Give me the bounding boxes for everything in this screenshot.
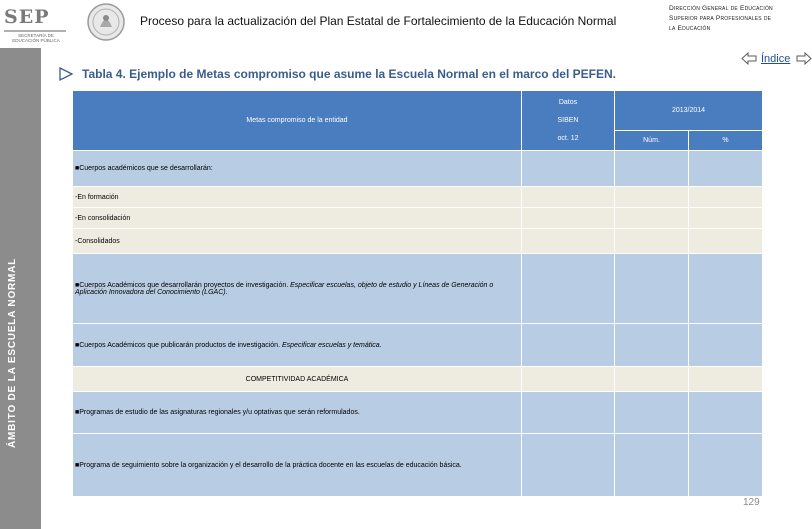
- cell-num[interactable]: [615, 367, 689, 392]
- cell-num[interactable]: [615, 208, 689, 229]
- table-row: [73, 151, 763, 187]
- cell-num[interactable]: [615, 392, 689, 434]
- page-header: [0, 0, 812, 48]
- index-link[interactable]: Índice: [761, 53, 791, 65]
- table-row: [73, 392, 763, 434]
- caption-text: Tabla 4. Ejemplo de Metas compromiso que asume la Escuela Normal en el marco del PEFEN.: [82, 67, 616, 81]
- directorate-name: [669, 4, 809, 34]
- cell-pct[interactable]: [689, 208, 763, 229]
- section-title: COMPETITIVIDAD ACADÉMICA: [73, 367, 522, 392]
- caption-triangle-icon: [58, 66, 74, 82]
- sep-logo-sub-line2: EDUCACIÓN PÚBLICA: [12, 38, 60, 43]
- header-period: 2013/2014: [615, 91, 763, 131]
- header-num: Núm.: [615, 131, 689, 151]
- table-row: [73, 208, 763, 229]
- cell-datos[interactable]: [522, 254, 615, 324]
- row-label: [73, 254, 522, 324]
- arrow-left-icon[interactable]: [741, 52, 757, 65]
- cell-num[interactable]: [615, 434, 689, 497]
- row-label: -En formación: [73, 187, 522, 208]
- cell-datos[interactable]: [522, 392, 615, 434]
- sep-logo: [4, 6, 70, 44]
- cell-pct[interactable]: [689, 229, 763, 254]
- cell-num[interactable]: [615, 254, 689, 324]
- table-row: [73, 229, 763, 254]
- page-number: 129: [743, 497, 760, 508]
- directorate-line3: la Educación: [669, 25, 711, 32]
- national-seal-icon: [86, 2, 126, 42]
- cell-pct[interactable]: [689, 151, 763, 187]
- sep-logo-subtitle: [6, 33, 66, 43]
- row-label-text: ■Cuerpos Académicos que desarrollarán proyectos de investigación.: [75, 281, 289, 289]
- table-row: [73, 434, 763, 497]
- cell-datos[interactable]: [522, 367, 615, 392]
- directorate-line2: Superior para Profesionales de: [669, 15, 772, 22]
- cell-datos[interactable]: [522, 324, 615, 367]
- cell-pct[interactable]: [689, 254, 763, 324]
- cell-num[interactable]: [615, 324, 689, 367]
- goals-table: [72, 90, 763, 497]
- header-pct: %: [689, 131, 763, 151]
- cell-datos[interactable]: [522, 151, 615, 187]
- sep-logo-rule: [4, 30, 66, 32]
- cell-num[interactable]: [615, 229, 689, 254]
- row-label-note: Especificar escuelas y temática.: [281, 341, 382, 349]
- cell-num[interactable]: [615, 187, 689, 208]
- cell-num[interactable]: [615, 151, 689, 187]
- row-label: ■Cuerpos académicos que se desarrollarán:: [73, 151, 522, 187]
- header-datos-line2: SIBEN: [557, 117, 579, 124]
- document-title: Proceso para la actualización del Plan Estatal de Fortalecimiento de la Educación Normal: [140, 14, 617, 28]
- cell-datos[interactable]: [522, 434, 615, 497]
- cell-pct[interactable]: [689, 392, 763, 434]
- table-row: [73, 187, 763, 208]
- header-goals: Metas compromiso de la entidad: [73, 91, 522, 151]
- cell-pct[interactable]: [689, 367, 763, 392]
- header-datos-line1: Datos: [558, 99, 578, 106]
- row-label-note: Especificar escuelas, objeto de estudio y Líneas de Generación o Aplicación Innovadora del Conocimiento (LGAC).: [75, 281, 494, 296]
- header-datos-line3: oct. 12: [557, 135, 579, 142]
- sep-logo-text: SEP: [4, 6, 50, 28]
- cell-pct[interactable]: [689, 324, 763, 367]
- row-label: ■Programas de estudio de las asignaturas regionales y/u optativas que serán reformulados.: [73, 392, 522, 434]
- header-datos: [522, 91, 615, 151]
- arrow-right-icon[interactable]: [796, 52, 812, 65]
- table-row: [73, 254, 763, 324]
- cell-pct[interactable]: [689, 434, 763, 497]
- row-label: [73, 324, 522, 367]
- cell-datos[interactable]: [522, 208, 615, 229]
- cell-datos[interactable]: [522, 187, 615, 208]
- sep-logo-sub-line1: SECRETARÍA DE: [18, 33, 54, 38]
- row-label: -Consolidados: [73, 229, 522, 254]
- table-caption: [58, 66, 778, 84]
- directorate-line1: Dirección General de Educación: [669, 5, 773, 12]
- cell-pct[interactable]: [689, 187, 763, 208]
- row-label: ■Programa de seguimiento sobre la organización y el desarrollo de la práctica docente en las escuelas de educación básica.: [73, 434, 522, 497]
- table-row: [73, 324, 763, 367]
- sidebar-label: ÁMBITO DE LA ESCUELA NORMAL: [7, 257, 18, 448]
- row-label: -En consolidación: [73, 208, 522, 229]
- table-header-row: [73, 91, 763, 131]
- section-row: [73, 367, 763, 392]
- row-label-text: ■Cuerpos Académicos que publicarán productos de investigación.: [75, 341, 281, 349]
- sidebar: [0, 48, 41, 529]
- cell-datos[interactable]: [522, 229, 615, 254]
